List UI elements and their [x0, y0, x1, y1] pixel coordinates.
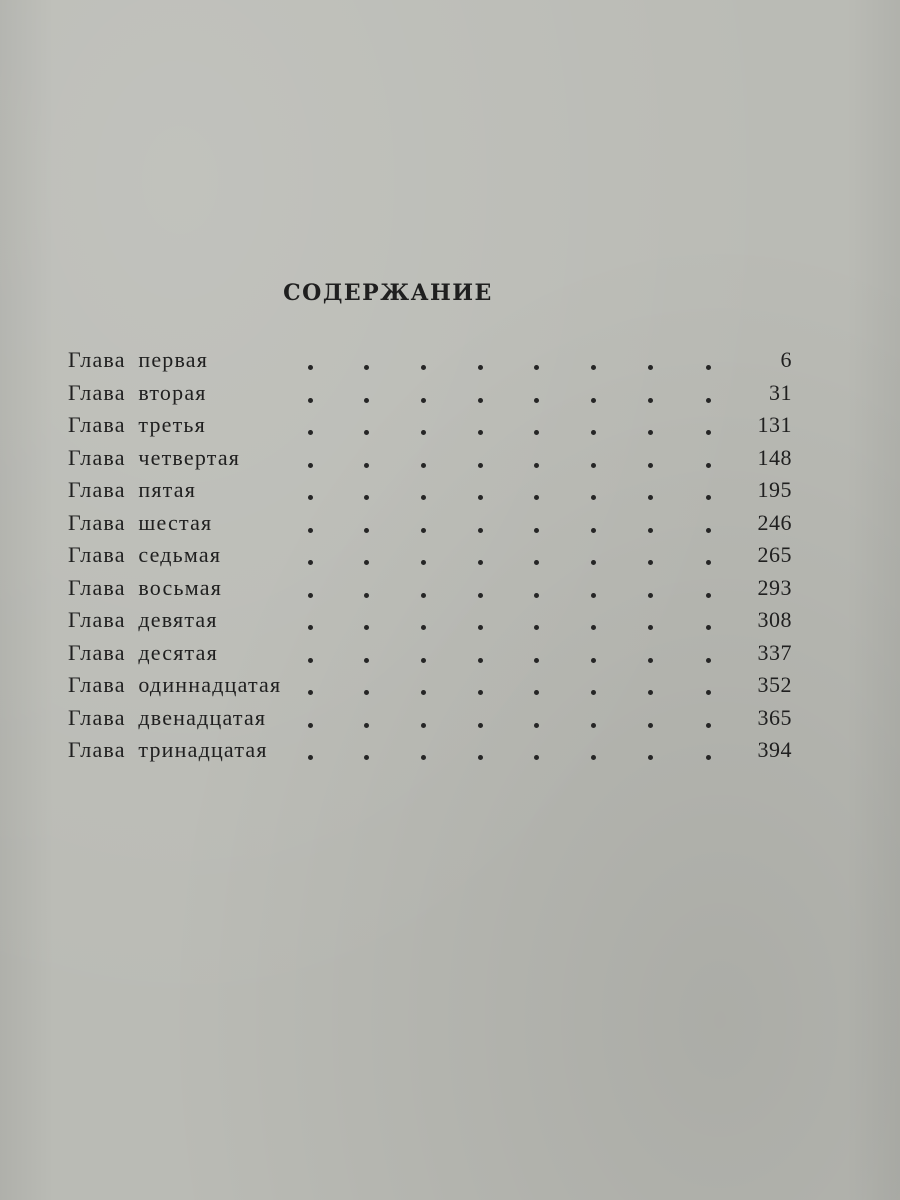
page-number: 365 — [757, 704, 792, 730]
leader-dot — [591, 463, 596, 468]
leader-dot — [648, 528, 653, 533]
contents-entry — [68, 377, 792, 410]
leader-dot — [421, 560, 426, 565]
leader-dot — [364, 430, 369, 435]
leader-dot — [534, 593, 539, 598]
leader-dot — [591, 690, 596, 695]
leader-dot — [706, 593, 711, 598]
leader-dot — [478, 755, 483, 760]
chapter-label: Глава одиннадцатая — [68, 672, 282, 697]
leader-dot — [648, 690, 653, 695]
leader-dot — [648, 593, 653, 598]
chapter-label: Глава седьмая — [68, 542, 222, 567]
leader-dot — [421, 430, 426, 435]
leader-dot — [706, 560, 711, 565]
leader-dot — [648, 560, 653, 565]
contents-entry — [68, 344, 792, 377]
leader-dot — [364, 463, 369, 468]
chapter-label: Глава десятая — [68, 639, 218, 665]
leader-dot — [308, 528, 313, 533]
contents-heading: СОДЕРЖАНИЕ — [283, 280, 493, 306]
leader-dot — [308, 398, 313, 403]
leader-dot — [478, 398, 483, 403]
contents-list — [68, 344, 792, 767]
leader-dot — [308, 560, 313, 565]
leader-dot — [534, 398, 539, 403]
page-number: 31 — [769, 379, 792, 405]
chapter-label: Глава первая — [68, 347, 209, 372]
leader-dot — [478, 560, 483, 565]
page-number: 293 — [757, 574, 792, 600]
leader-dot — [534, 690, 539, 695]
leader-dot — [648, 723, 653, 728]
leader-dot — [591, 528, 596, 533]
contents-entry — [68, 572, 792, 605]
leader-dot — [364, 528, 369, 533]
contents-entry — [68, 409, 792, 442]
chapter-label: Глава восьмая — [68, 574, 223, 600]
leader-dot — [308, 625, 313, 630]
page-number: 148 — [757, 444, 792, 470]
leader-dot — [364, 755, 369, 760]
leader-dot — [534, 528, 539, 533]
leader-dot — [308, 723, 313, 728]
leader-dot — [706, 528, 711, 533]
leader-dot — [534, 463, 539, 468]
page-number: 265 — [757, 542, 792, 567]
leader-dot — [364, 625, 369, 630]
leader-dot — [364, 723, 369, 728]
leader-dot — [591, 625, 596, 630]
leader-dot — [706, 755, 711, 760]
leader-dot — [308, 430, 313, 435]
leader-dot — [534, 495, 539, 500]
chapter-label: Глава вторая — [68, 379, 207, 405]
leader-dot — [534, 723, 539, 728]
leader-dot — [534, 560, 539, 565]
leader-dot — [421, 528, 426, 533]
leader-dot — [478, 495, 483, 500]
leader-dot — [648, 365, 653, 370]
page-number: 195 — [757, 477, 792, 502]
page-number: 394 — [757, 737, 792, 762]
chapter-label: Глава пятая — [68, 477, 197, 502]
leader-dot — [534, 755, 539, 760]
leader-dot — [364, 690, 369, 695]
leader-dot — [478, 528, 483, 533]
leader-dot — [534, 365, 539, 370]
chapter-label: Глава тринадцатая — [68, 737, 268, 762]
leader-dot — [648, 463, 653, 468]
chapter-label: Глава девятая — [68, 607, 218, 632]
page-number: 308 — [757, 607, 792, 632]
contents-entry — [68, 442, 792, 475]
page-number: 352 — [757, 672, 792, 697]
leader-dot — [364, 495, 369, 500]
leader-dot — [648, 430, 653, 435]
chapter-label: Глава четвертая — [68, 444, 241, 470]
leader-dot — [706, 495, 711, 500]
leader-dot — [591, 723, 596, 728]
contents-entry — [68, 474, 792, 507]
leader-dot — [308, 755, 313, 760]
leader-dot — [421, 658, 426, 663]
leader-dot — [478, 690, 483, 695]
leader-dot — [648, 625, 653, 630]
contents-entry — [68, 637, 792, 670]
leader-dot — [308, 690, 313, 695]
contents-entry — [68, 539, 792, 572]
leader-dot — [478, 625, 483, 630]
leader-dot — [308, 658, 313, 663]
leader-dot — [478, 593, 483, 598]
leader-dot — [706, 658, 711, 663]
leader-dot — [421, 593, 426, 598]
leader-dot — [706, 625, 711, 630]
leader-dot — [421, 463, 426, 468]
leader-dot — [534, 430, 539, 435]
leader-dot — [706, 430, 711, 435]
leader-dot — [364, 658, 369, 663]
page-number: 131 — [757, 412, 792, 437]
leader-dot — [534, 625, 539, 630]
leader-dot — [648, 755, 653, 760]
chapter-label: Глава третья — [68, 412, 206, 437]
leader-dot — [421, 723, 426, 728]
leader-dot — [308, 463, 313, 468]
leader-dot — [478, 463, 483, 468]
leader-dot — [648, 658, 653, 663]
leader-dot — [308, 495, 313, 500]
contents-entry — [68, 702, 792, 735]
leader-dot — [706, 463, 711, 468]
leader-dot — [478, 723, 483, 728]
leader-dot — [706, 723, 711, 728]
leader-dot — [648, 495, 653, 500]
leader-dot — [591, 495, 596, 500]
leader-dot — [591, 658, 596, 663]
page-number: 6 — [780, 347, 792, 372]
leader-dot — [478, 430, 483, 435]
contents-entry — [68, 507, 792, 540]
contents-entry — [68, 669, 792, 702]
leader-dot — [421, 398, 426, 403]
leader-dot — [421, 495, 426, 500]
leader-dot — [478, 365, 483, 370]
leader-dot — [591, 398, 596, 403]
leader-dot — [421, 755, 426, 760]
leader-dot — [648, 398, 653, 403]
leader-dot — [364, 398, 369, 403]
leader-dot — [478, 658, 483, 663]
leader-dot — [308, 593, 313, 598]
leader-dot — [706, 365, 711, 370]
page-number: 246 — [757, 509, 792, 535]
leader-dot — [421, 365, 426, 370]
leader-dot — [706, 690, 711, 695]
contents-entry — [68, 604, 792, 637]
chapter-label: Глава шестая — [68, 509, 213, 535]
contents-entry — [68, 734, 792, 767]
leader-dot — [364, 593, 369, 598]
page-number: 337 — [757, 639, 792, 665]
leader-dot — [591, 593, 596, 598]
leader-dot — [421, 625, 426, 630]
leader-dot — [591, 430, 596, 435]
leader-dot — [706, 398, 711, 403]
leader-dot — [421, 690, 426, 695]
leader-dot — [308, 365, 313, 370]
chapter-label: Глава двенадцатая — [68, 704, 267, 730]
leader-dot — [364, 560, 369, 565]
leader-dot — [591, 560, 596, 565]
leader-dot — [591, 755, 596, 760]
leader-dot — [591, 365, 596, 370]
leader-dot — [364, 365, 369, 370]
leader-dot — [534, 658, 539, 663]
